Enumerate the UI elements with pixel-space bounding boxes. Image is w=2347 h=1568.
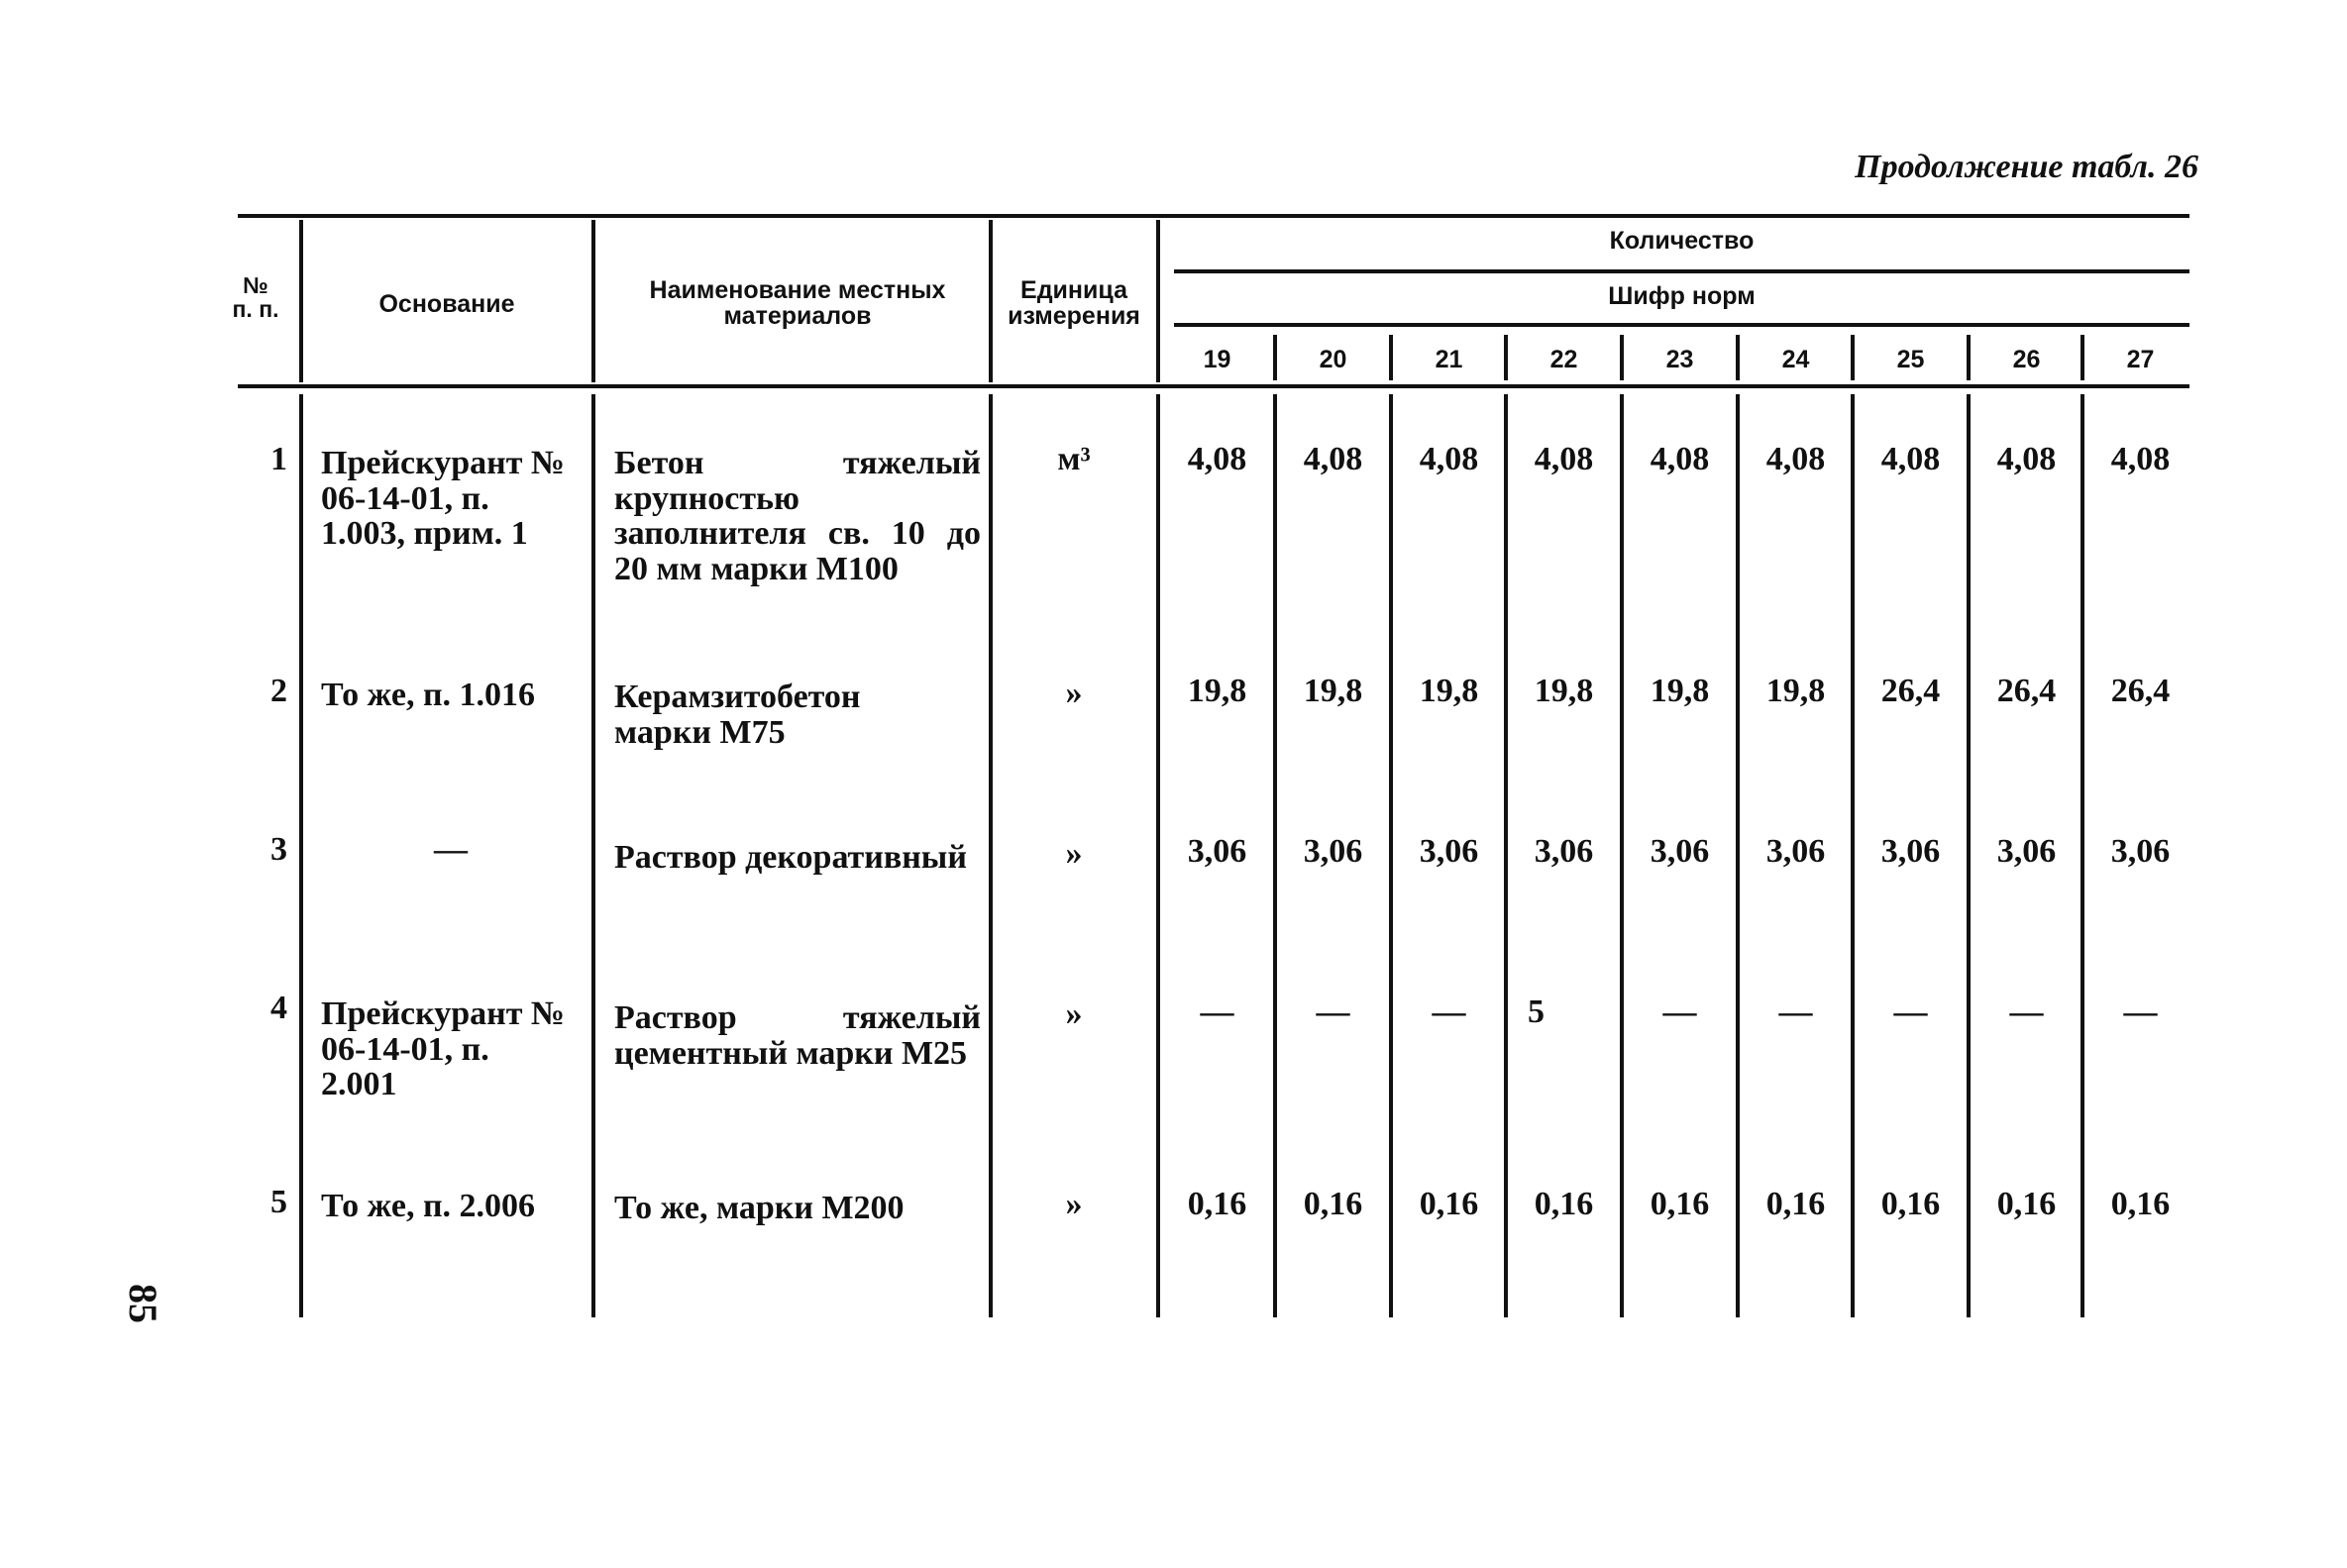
body-divider: [591, 394, 595, 1317]
value-cell: 3,06: [1880, 833, 1941, 870]
value-cell: 26,4: [2110, 673, 2171, 709]
value-cell: 0,16: [1765, 1186, 1826, 1222]
row-num: 1: [270, 441, 287, 477]
quantity-rule: [1174, 269, 2189, 273]
value-cell: 26,4: [1996, 673, 2057, 709]
value-cell: 19,8: [1765, 673, 1826, 709]
value-cell: —: [1893, 993, 1928, 1030]
value-cell: 4,08: [1419, 441, 1479, 477]
row-unit: »: [1065, 1186, 1083, 1222]
row-unit: »: [1065, 835, 1083, 872]
header-norm-code: Шифр норм: [1608, 282, 1756, 310]
value-cell: 5: [1528, 993, 1545, 1030]
row-name: Бетон тяжелый крупностью заполнителя св. 10 до 20 мм марки М100: [614, 445, 981, 588]
value-cell: 26,4: [1880, 673, 1941, 709]
row-name: Раствор декоративный: [614, 839, 967, 876]
value-cell: 19,8: [1419, 673, 1479, 709]
code-header: 19: [1203, 346, 1231, 373]
top-rule: [238, 214, 2189, 218]
value-cell: 3,06: [1534, 833, 1594, 870]
value-cell: 4,08: [1996, 441, 2057, 477]
row-unit: »: [1065, 995, 1083, 1032]
header-divider: [591, 220, 595, 382]
value-cell: 0,16: [1996, 1186, 2057, 1222]
body-divider: [989, 394, 993, 1317]
value-cell: —: [1778, 993, 1813, 1030]
row-basis: Прейскурант № 06-14-01, п. 1.003, прим. 1: [321, 445, 566, 553]
table-caption: Продолжение табл. 26: [1855, 149, 2198, 185]
header-unit: Единица измерения: [1008, 276, 1140, 331]
value-cell: 4,08: [1303, 441, 1363, 477]
header-name: Наименование местных материалов: [649, 276, 946, 331]
value-cell: 0,16: [1880, 1186, 1941, 1222]
value-cell: 0,16: [2110, 1186, 2171, 1222]
value-cell: 19,8: [1187, 673, 1247, 709]
code-header: 27: [2126, 346, 2155, 373]
row-num: 5: [270, 1184, 287, 1220]
row-basis: Прейскурант № 06-14-01, п. 2.001: [321, 995, 566, 1103]
row-num: 2: [270, 673, 287, 709]
row-num: 3: [270, 831, 287, 868]
value-cell: —: [1662, 993, 1697, 1030]
header-quantity: Количество: [1609, 227, 1755, 255]
value-cell: 0,16: [1650, 1186, 1710, 1222]
code-header: 26: [2012, 346, 2041, 373]
header-divider: [989, 220, 993, 382]
code-header: 20: [1319, 346, 1347, 373]
value-cell: 3,06: [1650, 833, 1710, 870]
row-name: То же, марки М200: [614, 1190, 905, 1226]
header-divider: [1156, 220, 1160, 382]
value-cell: 4,08: [2110, 441, 2171, 477]
value-cell: —: [2123, 993, 2158, 1030]
code-header: 21: [1435, 346, 1463, 373]
header-basis: Основание: [378, 290, 515, 318]
value-cell: 3,06: [1765, 833, 1826, 870]
value-cell: —: [1316, 993, 1350, 1030]
row-name: Керамзитобетон марки М75: [614, 679, 861, 751]
row-name: Раствор тяжелый цементный марки М25: [614, 999, 981, 1072]
header-num: № п. п.: [232, 272, 279, 323]
value-cell: 0,16: [1419, 1186, 1479, 1222]
value-cell: 4,08: [1534, 441, 1594, 477]
body-divider: [299, 394, 303, 1317]
code-header: 25: [1896, 346, 1925, 373]
row-basis: —: [434, 831, 468, 868]
value-cell: —: [2009, 993, 2044, 1030]
value-cell: 3,06: [2110, 833, 2171, 870]
value-cell: 3,06: [1419, 833, 1479, 870]
header-bottom-rule: [238, 384, 2189, 388]
code-header: 24: [1781, 346, 1810, 373]
value-cell: 4,08: [1187, 441, 1247, 477]
row-unit: м³: [1057, 441, 1091, 477]
norm-code-rule: [1174, 323, 2189, 327]
value-cell: 4,08: [1650, 441, 1710, 477]
page-number: 85: [121, 1284, 165, 1323]
value-cell: 3,06: [1996, 833, 2057, 870]
row-basis: То же, п. 1.016: [321, 677, 536, 713]
row-num: 4: [270, 990, 287, 1026]
value-cell: 19,8: [1303, 673, 1363, 709]
value-cell: 3,06: [1303, 833, 1363, 870]
code-header: 22: [1549, 346, 1578, 373]
body-divider: [1156, 394, 1160, 1317]
value-cell: 3,06: [1187, 833, 1247, 870]
value-cell: 4,08: [1880, 441, 1941, 477]
row-basis: То же, п. 2.006: [321, 1188, 536, 1224]
code-header: 23: [1665, 346, 1694, 373]
value-cell: 0,16: [1534, 1186, 1594, 1222]
row-unit: »: [1065, 675, 1083, 711]
value-cell: 19,8: [1534, 673, 1594, 709]
value-cell: —: [1200, 993, 1234, 1030]
value-cell: —: [1432, 993, 1466, 1030]
value-cell: 19,8: [1650, 673, 1710, 709]
value-cell: 0,16: [1187, 1186, 1247, 1222]
value-cell: 4,08: [1765, 441, 1826, 477]
value-cell: 0,16: [1303, 1186, 1363, 1222]
